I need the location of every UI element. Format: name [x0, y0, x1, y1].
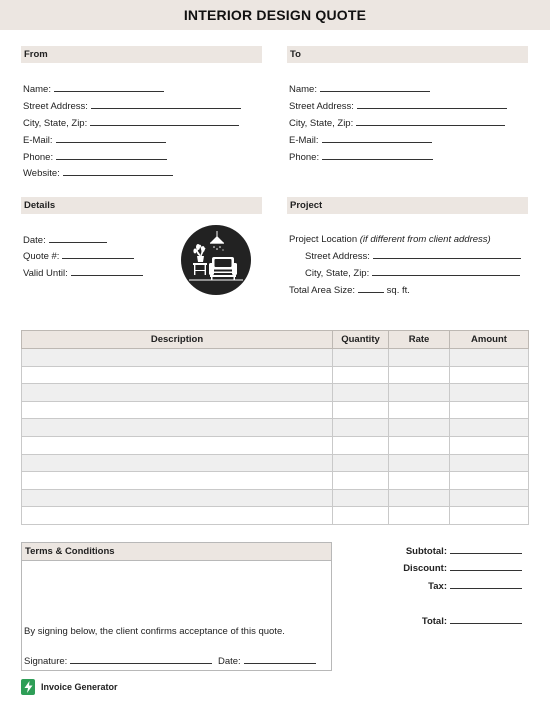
- sign-date-line[interactable]: [244, 655, 316, 664]
- description-cell[interactable]: [22, 384, 333, 402]
- tax-field[interactable]: [428, 580, 522, 592]
- table-row: [22, 349, 529, 367]
- from-name-field[interactable]: [23, 83, 164, 95]
- line-items-table: [21, 330, 529, 525]
- rate-cell[interactable]: [389, 384, 450, 402]
- amount-cell[interactable]: [450, 401, 529, 419]
- amount-cell[interactable]: [450, 507, 529, 525]
- discount-field[interactable]: [403, 562, 522, 574]
- sign-date-label: Date:: [217, 656, 241, 667]
- quantity-column-header: Quantity: [333, 331, 389, 349]
- rate-column-header: Rate: [389, 331, 450, 349]
- total-field[interactable]: [422, 615, 522, 627]
- from-phone-label: Phone:: [23, 152, 54, 163]
- date-field[interactable]: [23, 234, 107, 246]
- table-row: [22, 366, 529, 384]
- from-street-label: Street Address:: [23, 101, 88, 112]
- project-city-field[interactable]: [305, 267, 520, 279]
- to-email-label: E-Mail:: [289, 135, 319, 146]
- description-cell[interactable]: [22, 454, 333, 472]
- description-cell[interactable]: [22, 472, 333, 490]
- description-cell[interactable]: [22, 507, 333, 525]
- description-cell[interactable]: [22, 366, 333, 384]
- table-row: [22, 507, 529, 525]
- subtotal-field[interactable]: [406, 545, 522, 557]
- armchair-lamp-icon: [181, 225, 251, 295]
- from-city-field[interactable]: [23, 117, 239, 129]
- project-street-label: Street Address:: [305, 251, 370, 262]
- signature-label: Signature:: [24, 656, 68, 667]
- rate-cell[interactable]: [389, 349, 450, 367]
- quantity-cell[interactable]: [333, 507, 389, 525]
- signature-line[interactable]: [70, 655, 212, 664]
- rate-cell[interactable]: [389, 419, 450, 437]
- signature-row[interactable]: [24, 655, 316, 667]
- brand-name: Invoice Generator: [41, 682, 118, 692]
- description-column-header: Description: [22, 331, 333, 349]
- quantity-cell[interactable]: [333, 349, 389, 367]
- amount-cell[interactable]: [450, 489, 529, 507]
- total-area-field[interactable]: [289, 284, 410, 296]
- to-heading: To: [287, 46, 528, 63]
- description-cell[interactable]: [22, 401, 333, 419]
- to-phone-field[interactable]: [289, 151, 433, 163]
- table-row: [22, 401, 529, 419]
- quantity-cell[interactable]: [333, 454, 389, 472]
- details-heading: Details: [21, 197, 262, 214]
- project-street-field[interactable]: [305, 250, 521, 262]
- table-row: [22, 436, 529, 454]
- from-email-label: E-Mail:: [23, 135, 53, 146]
- table-row: [22, 419, 529, 437]
- project-heading: Project: [287, 197, 528, 214]
- quantity-cell[interactable]: [333, 401, 389, 419]
- amount-cell[interactable]: [450, 419, 529, 437]
- acceptance-text: By signing below, the client confirms acceptance of this quote.: [24, 626, 285, 637]
- from-email-field[interactable]: [23, 134, 166, 146]
- quote-number-field[interactable]: [23, 250, 134, 262]
- date-label: Date:: [23, 235, 46, 246]
- project-location-note: (if different from client address): [359, 234, 491, 245]
- document-title: INTERIOR DESIGN QUOTE: [183, 7, 367, 23]
- from-website-label: Website:: [23, 168, 60, 179]
- table-row: [22, 472, 529, 490]
- amount-cell[interactable]: [450, 436, 529, 454]
- from-street-field[interactable]: [23, 100, 241, 112]
- to-email-field[interactable]: [289, 134, 432, 146]
- table-header-row: [22, 331, 529, 349]
- footer-brand[interactable]: [21, 678, 118, 696]
- rate-cell[interactable]: [389, 401, 450, 419]
- lightning-bolt-icon: [21, 679, 35, 695]
- amount-cell[interactable]: [450, 472, 529, 490]
- from-website-field[interactable]: [23, 167, 173, 179]
- to-name-field[interactable]: [289, 83, 430, 95]
- description-cell[interactable]: [22, 436, 333, 454]
- to-phone-label: Phone:: [289, 152, 320, 163]
- project-location-text: Project Location: [289, 234, 358, 245]
- project-location-label: [289, 234, 491, 245]
- valid-until-label: Valid Until:: [23, 268, 68, 279]
- from-heading: From: [21, 46, 262, 63]
- to-city-field[interactable]: [289, 117, 505, 129]
- rate-cell[interactable]: [389, 507, 450, 525]
- to-street-label: Street Address:: [289, 101, 354, 112]
- quantity-cell[interactable]: [333, 419, 389, 437]
- to-name-label: Name:: [289, 84, 317, 95]
- description-cell[interactable]: [22, 419, 333, 437]
- quantity-cell[interactable]: [333, 366, 389, 384]
- from-city-label: City, State, Zip:: [23, 118, 88, 129]
- quantity-cell[interactable]: [333, 436, 389, 454]
- description-cell[interactable]: [22, 349, 333, 367]
- to-city-label: City, State, Zip:: [289, 118, 354, 129]
- rate-cell[interactable]: [389, 436, 450, 454]
- table-row: [22, 454, 529, 472]
- discount-label: Discount:: [403, 563, 447, 574]
- terms-heading: Terms & Conditions: [22, 543, 331, 561]
- rate-cell[interactable]: [389, 472, 450, 490]
- tax-label: Tax:: [428, 581, 447, 592]
- amount-cell[interactable]: [450, 384, 529, 402]
- subtotal-label: Subtotal:: [405, 546, 447, 557]
- area-unit-label: sq. ft.: [386, 285, 410, 296]
- amount-cell[interactable]: [450, 366, 529, 384]
- project-city-label: City, State, Zip:: [305, 268, 370, 279]
- rate-cell[interactable]: [389, 489, 450, 507]
- terms-box: [21, 542, 332, 671]
- from-name-label: Name:: [23, 84, 51, 95]
- description-cell[interactable]: [22, 489, 333, 507]
- amount-cell[interactable]: [450, 454, 529, 472]
- table-row: [22, 384, 529, 402]
- total-area-label: Total Area Size:: [289, 285, 356, 296]
- table-row: [22, 489, 529, 507]
- quantity-cell[interactable]: [333, 489, 389, 507]
- rate-cell[interactable]: [389, 366, 450, 384]
- from-phone-field[interactable]: [23, 151, 167, 163]
- rate-cell[interactable]: [389, 454, 450, 472]
- total-label: Total:: [421, 616, 447, 627]
- quantity-cell[interactable]: [333, 472, 389, 490]
- to-street-field[interactable]: [289, 100, 507, 112]
- valid-until-field[interactable]: [23, 267, 143, 279]
- quote-number-label: Quote #:: [23, 251, 60, 262]
- amount-column-header: Amount: [450, 331, 529, 349]
- amount-cell[interactable]: [450, 349, 529, 367]
- quantity-cell[interactable]: [333, 384, 389, 402]
